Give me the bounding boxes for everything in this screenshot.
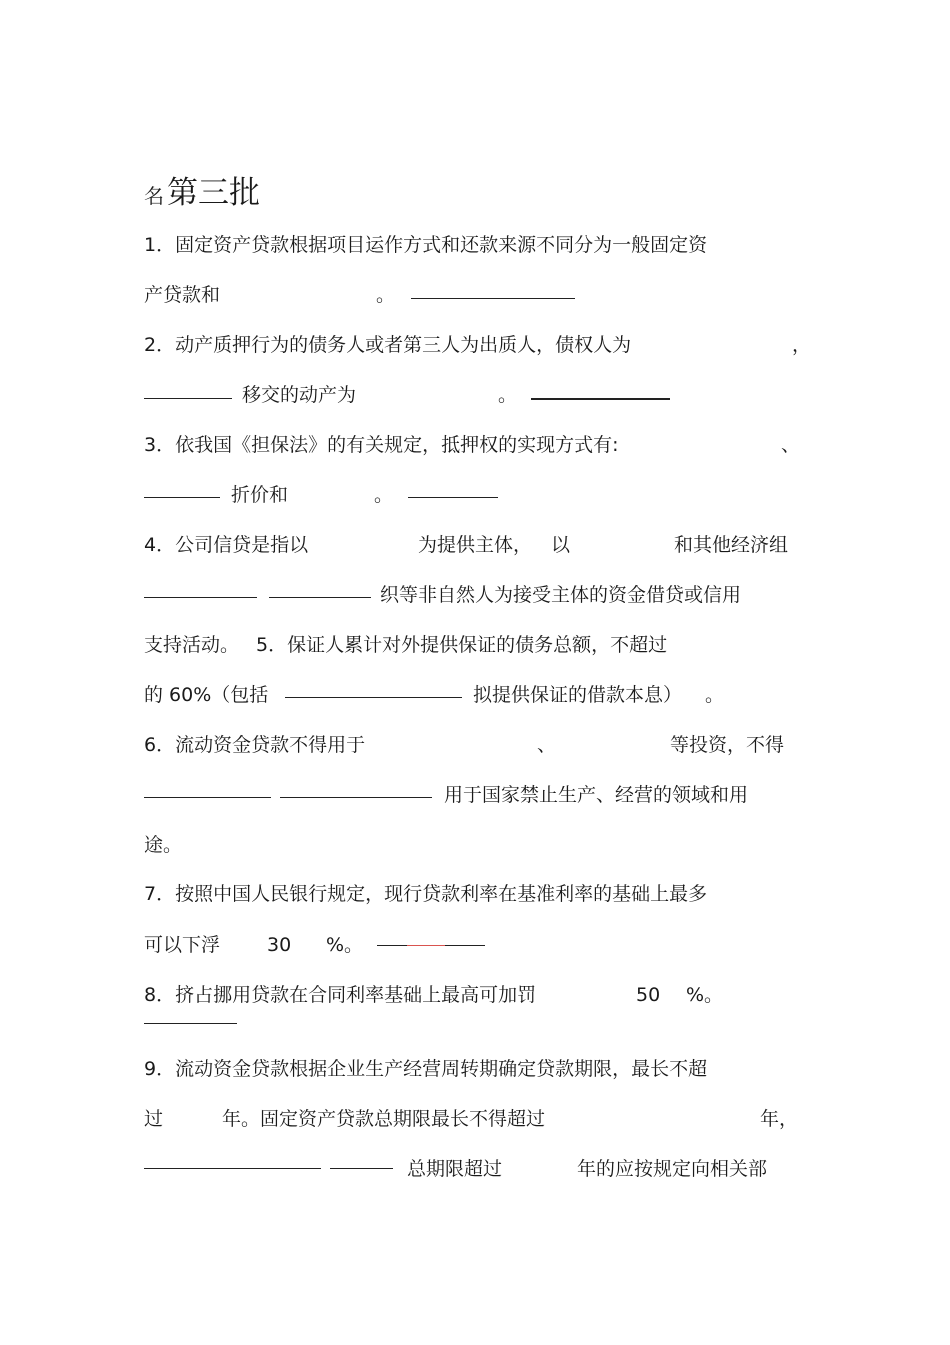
q9-line1: 9．流动资金贷款根据企业生产经营周转期确定贷款期限，最长不超 [144,1058,708,1080]
q4-blank-line-2 [269,597,371,598]
q4-line1c: 以 [551,534,571,556]
q3-line2: 折价和 [231,484,289,506]
q1-blank-line [411,298,575,299]
q9-line3a: 总期限超过 [407,1158,503,1180]
q7-blank-line-left [377,945,407,946]
q4-line2: 织等非自然人为接受主体的资金借贷或信用 [380,584,742,606]
q9-line2c: 年， [760,1108,799,1130]
q2-blank-line-2 [531,398,670,400]
q3-period: 。 [374,484,394,506]
q9-line2b: 年。固定资产贷款总期限最长不得超过 [222,1108,546,1130]
q6-line3: 途。 [144,834,183,856]
q5-line1: 5．保证人累计对外提供保证的债务总额，不超过 [256,634,668,656]
q8-line1: 8．挤占挪用贷款在合同利率基础上最高可加罚 [144,984,537,1006]
q4-line1a: 4．公司信贷是指以 [144,534,309,556]
q6-blank-line-2 [280,797,432,798]
q2-line1: 2．动产质押行为的债务人或者第三人为出质人，债权人为 [144,334,632,356]
q1-line2: 产贷款和 [144,284,221,306]
q5-period: 。 [705,684,725,706]
q7-line1: 7．按照中国人民银行规定，现行贷款利率在基准利率的基础上最多 [144,883,708,905]
q9-blank-line-2 [330,1168,393,1169]
q8-percent: %。 [686,984,724,1006]
q3-line1: 3．依我国《担保法》的有关规定，抵押权的实现方式有: [144,434,619,456]
q6-line1b: 等投资，不得 [670,734,785,756]
q6-blank-line-1 [144,797,271,798]
q4-line1d: 和其他经济组 [674,534,789,556]
q7-blank-line-right [445,945,485,946]
q3-separator: 、 [781,434,801,456]
q7-answer: 30 [267,934,292,956]
q7-line2a: 可以下浮 [144,934,221,956]
q1-line1: 1．固定资产贷款根据项目运作方式和还款来源不同分为一般固定资 [144,234,708,256]
q4-blank-line-1 [144,597,257,598]
q3-blank-line-2 [408,497,498,498]
q6-line2: 用于国家禁止生产、经营的领域和用 [444,784,749,806]
q2-period: 。 [498,384,518,406]
q7-blank-line-mid [407,945,445,946]
page-title: 第三批 [167,175,260,211]
q6-line1a: 6．流动资金贷款不得用于 [144,734,366,756]
q2-blank-line-1 [144,398,232,399]
title-prefix: 名 [144,184,164,208]
q2-comma: ， [792,334,812,356]
q5-line2b: 拟提供保证的借款本息） [473,684,683,706]
q4-line3: 支持活动。 [144,634,240,656]
q6-separator: 、 [537,734,557,756]
q8-answer: 50 [636,984,661,1006]
q5-line2a: 的 60%（包括 [144,684,269,706]
q9-blank-line-1 [144,1168,321,1169]
q9-line2a: 过 [144,1108,164,1130]
q7-percent: %。 [326,934,364,956]
q2-line2: 移交的动产为 [242,384,357,406]
q3-blank-line-1 [144,497,220,498]
q5-blank-line [285,697,462,698]
q4-line1b: 为提供主体， [418,534,533,556]
q1-period: 。 [376,284,396,306]
q9-line3b: 年的应按规定向相关部 [577,1158,768,1180]
q8-blank-line [144,1023,237,1024]
